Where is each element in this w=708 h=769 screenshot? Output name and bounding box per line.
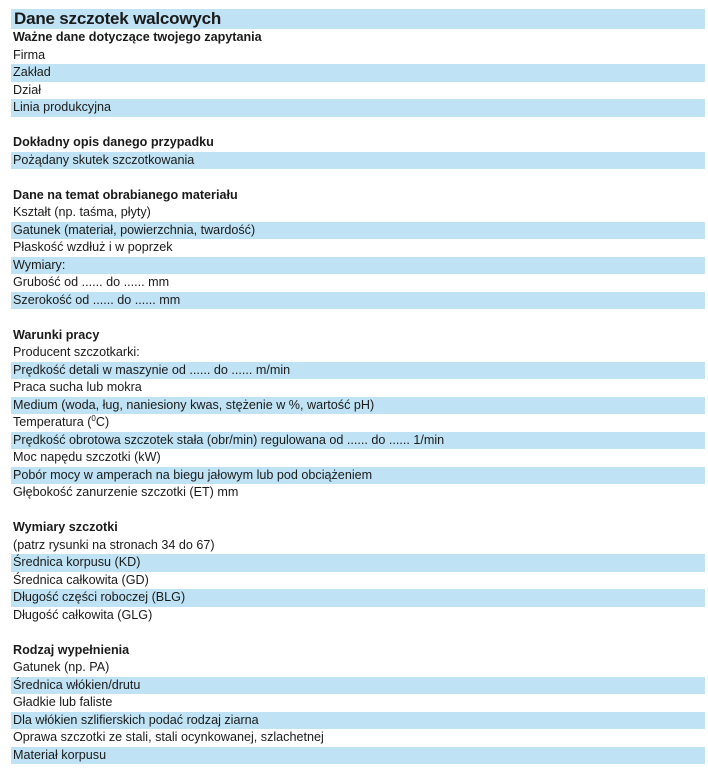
- section-heading: Ważne dane dotyczące twojego zapytania: [13, 30, 262, 44]
- form-field-row: [11, 729, 705, 747]
- form-field-row: [11, 572, 705, 590]
- section-spacer: [11, 117, 705, 135]
- field-label: Średnica całkowita (GD): [13, 572, 149, 587]
- field-label: Kształt (np. taśma, płyty): [13, 205, 151, 219]
- field-label: Długość całkowita (GLG): [13, 607, 153, 622]
- field-label: Średnica korpusu (KD): [13, 555, 141, 569]
- form-field-row: [11, 659, 705, 677]
- field-label: Długość części roboczej (BLG): [13, 590, 186, 604]
- form-field-row: [11, 344, 705, 362]
- form-field-row: [11, 484, 705, 502]
- form-field-row: [11, 204, 705, 222]
- form-field-row: [11, 467, 705, 485]
- field-label: Medium (woda, ług, naniesiony kwas, stężenie w %, wartość pH): [13, 397, 375, 412]
- field-label: Materiał korpusu: [13, 747, 107, 762]
- section-spacer: [11, 502, 705, 520]
- form-field-row: [11, 152, 705, 170]
- section-spacer: [11, 309, 705, 327]
- field-label: Szerokość od ...... do ...... mm: [13, 292, 181, 307]
- field-label-superscript: 0: [91, 414, 96, 423]
- form-field-row: [11, 554, 705, 572]
- section-heading: Dane na temat obrabianego materiału: [13, 187, 238, 202]
- form-field-row: [11, 397, 705, 415]
- field-label: Oprawa szczotki ze stali, stali ocynkowanej, szlachetnej: [13, 730, 324, 744]
- section-heading: Warunki pracy: [13, 327, 100, 342]
- field-label-suffix: C): [95, 415, 110, 429]
- field-label: Prędkość obrotowa szczotek stała (obr/min) regulowana od ...... do ...... 1/min: [13, 432, 445, 447]
- form-field-row: [11, 432, 705, 450]
- form-field-row: [11, 712, 705, 730]
- field-label: Pożądany skutek szczotkowania: [13, 152, 195, 167]
- form-field-row: [11, 239, 705, 257]
- form-field-row: [11, 379, 705, 397]
- field-label: Głębokość zanurzenie szczotki (ET) mm: [13, 485, 239, 499]
- field-label: Temperatura (: [13, 415, 92, 429]
- field-label: Wymiary:: [13, 257, 66, 272]
- form-field-row: [11, 292, 705, 310]
- section-heading: Wymiary szczotki: [13, 520, 118, 534]
- field-label: Moc napędu szczotki (kW): [13, 450, 161, 464]
- form-field-row: [11, 274, 705, 292]
- field-label: Praca sucha lub mokra: [13, 380, 142, 394]
- section-spacer: [11, 624, 705, 642]
- form-field-row: [11, 537, 705, 555]
- form-field-row: [11, 589, 705, 607]
- form-field-row: [11, 694, 705, 712]
- form-field-row: [11, 99, 705, 117]
- field-label: Firma: [13, 47, 46, 62]
- field-label: Linia produkcyjna: [13, 100, 112, 114]
- form-field-row: [11, 222, 705, 240]
- form-field-row: [11, 677, 705, 695]
- field-label: Płaskość wzdłuż i w poprzek: [13, 240, 173, 254]
- field-label: Grubość od ...... do ...... mm: [13, 275, 170, 289]
- form-field-row: [11, 82, 705, 100]
- field-label: Gatunek (np. PA): [13, 660, 110, 674]
- form-field-row: [11, 47, 705, 65]
- form-field-row: [11, 257, 705, 275]
- form-title: Dane szczotek walcowych: [11, 9, 705, 29]
- field-label: Zakład: [13, 65, 51, 79]
- form-field-row: [11, 747, 705, 765]
- section-heading: Rodzaj wypełnienia: [13, 642, 130, 657]
- section-spacer: [11, 169, 705, 187]
- form-field-row: [11, 414, 705, 432]
- section-heading: Dokładny opis danego przypadku: [13, 135, 214, 149]
- field-label: Prędkość detali w maszynie od ...... do ...... m/min: [13, 362, 291, 377]
- brush-data-form: [11, 9, 705, 764]
- field-label: Pobór mocy w amperach na biegu jałowym lub pod obciążeniem: [13, 467, 373, 482]
- field-label: Gatunek (materiał, powierzchnia, twardość): [13, 222, 256, 237]
- form-field-row: [11, 64, 705, 82]
- form-field-row: [11, 449, 705, 467]
- form-field-row: [11, 607, 705, 625]
- form-sections: [11, 29, 705, 764]
- field-label: Średnica włókien/drutu: [13, 677, 141, 692]
- field-label: Dla włókien szlifierskich podać rodzaj ziarna: [13, 712, 259, 727]
- field-label: Producent szczotkarki:: [13, 345, 140, 359]
- field-label: (patrz rysunki na stronach 34 do 67): [13, 537, 215, 552]
- form-field-row: [11, 362, 705, 380]
- field-label: Gładkie lub faliste: [13, 695, 113, 709]
- field-label: Dział: [13, 82, 41, 97]
